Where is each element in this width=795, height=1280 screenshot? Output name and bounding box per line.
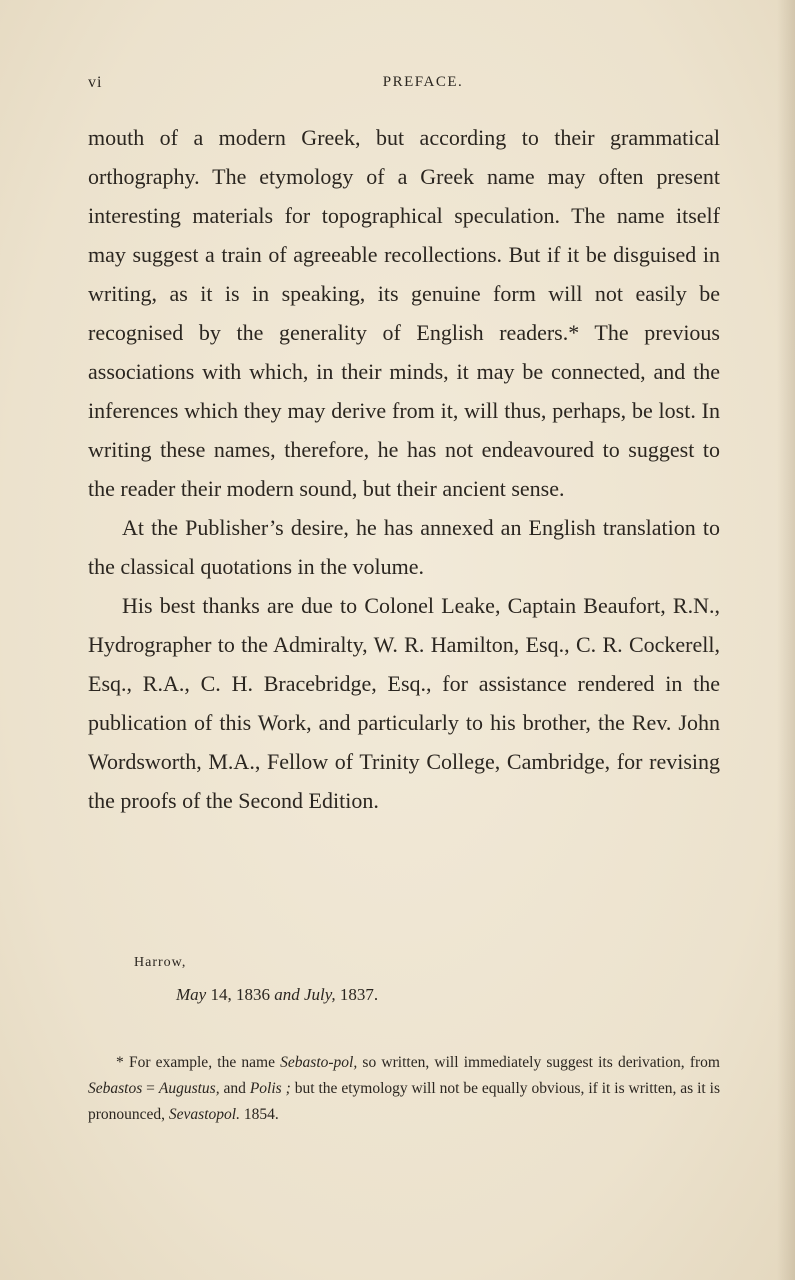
paragraph-1: mouth of a modern Greek, but according to their grammatical orthography. The etymology of a Greek name may often present interesting materials for topographical speculation. The name itself may suggest a train of agreeable recollections. But if it be disguised in writing, as it is in speaking, its genuine form will not easily be recognised by the generality of English readers.* The previous associations with which, in their minds, it may be connected, and the inferences which they may derive from it, will thus, perhaps, be lost. In writing these names, therefore, he has not endeavoured to suggest to the reader their modern sound, but their ancient sense. [88, 125, 720, 501]
page-number: vi [88, 74, 103, 91]
footnote-part: * For example, the name [116, 1054, 281, 1071]
footnote-part: but the etymology will not be equally obvious, if it is written, as it is pronounced, [88, 1080, 720, 1123]
paragraph-3: His best thanks are due to Colonel Leake, Captain Beaufort, R.N., Hydrographer to the Admiralty, W. R. Hamilton, Esq., C. R. Cockerell, Esq., R.A., C. H. Bracebridge, Esq., for assistance rendered in the publication of this Work, and particularly to his brother, the Rev. John Wordsworth, M.A., Fellow of Trinity College, Cambridge, for revising the proofs of the Second Edition. [88, 593, 720, 813]
signature-date [176, 985, 378, 1005]
body-text [88, 118, 720, 820]
paragraph-2: At the Publisher’s desire, he has annexed an English translation to the classical quotations in the volume. [88, 515, 720, 579]
footnote [88, 1050, 720, 1128]
page-edge-shadow [777, 0, 795, 1280]
date-and: and [274, 985, 300, 1004]
footnote-text [88, 1050, 720, 1128]
footnote-italic: Polis ; [249, 1080, 291, 1097]
footnote-part: and [219, 1080, 250, 1097]
date-part-1: 14, 1836 [206, 985, 275, 1004]
footnote-italic: Augustus, [158, 1080, 220, 1097]
date-year-2: 1837. [335, 985, 379, 1004]
footnote-italic: Sevastopol. [168, 1106, 240, 1123]
footnote-part: so written, will immediately suggest its derivation, from [357, 1054, 720, 1071]
running-title: PREFACE. [382, 74, 464, 90]
page-header [88, 74, 718, 96]
footnote-italic: Sebastos [88, 1080, 143, 1097]
signature-place: Harrow, [134, 955, 187, 970]
date-month-1: May [176, 985, 207, 1004]
footnote-part: 1854. [239, 1106, 279, 1123]
date-month-2: July, [299, 985, 336, 1004]
footnote-italic: Sebasto-pol, [280, 1054, 358, 1071]
footnote-part: = [142, 1080, 159, 1097]
